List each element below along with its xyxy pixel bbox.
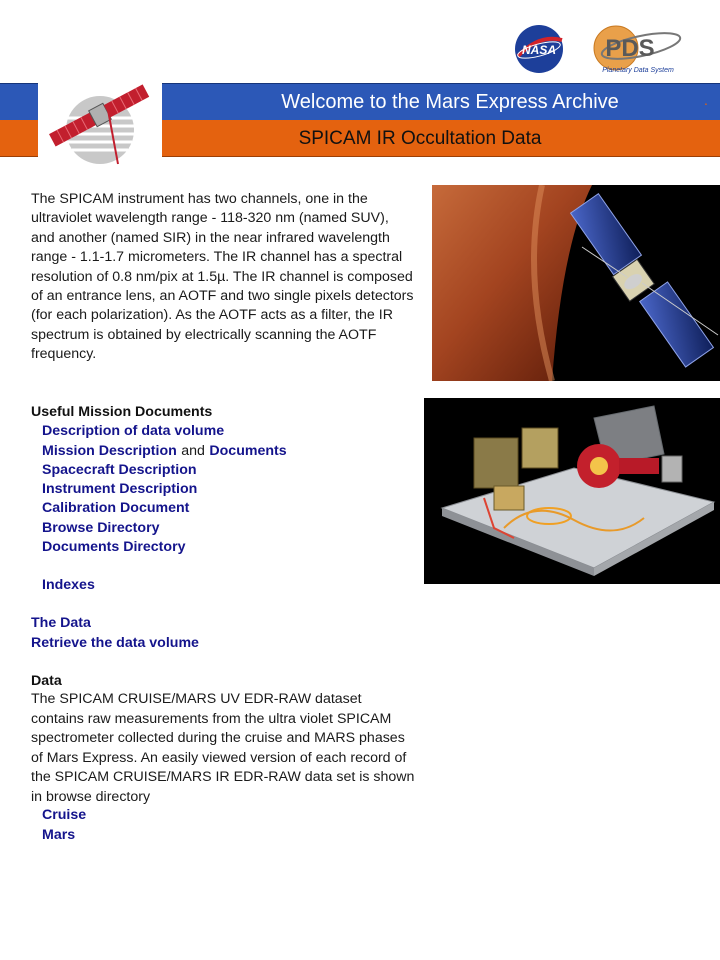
spacecraft-description-link[interactable]: Spacecraft Description [42,462,197,478]
mars-link[interactable]: Mars [42,827,76,843]
documents-directory-link[interactable]: Documents Directory [42,539,186,555]
indexes-link[interactable]: Indexes [42,577,95,593]
pds-logo [586,22,686,80]
mars-express-logo [38,70,164,168]
pds-logo-caption: Planetary Data System [602,67,674,74]
mission-description-link[interactable]: Mission Description [42,443,177,459]
data-paragraph: The SPICAM CRUISE/MARS UV EDR-RAW dataset contains raw measurements from the ultra violet SPICAM spectrometer collected during the cruise and MARS phases of Mars Express. An easily viewed version of each record of the SPICAM CRUISE/MARS IR EDR-RAW data set is shown in browse directory [31,691,415,805]
cruise-link[interactable]: Cruise [42,807,87,823]
nasa-logo [512,22,566,76]
spacecraft-photo [432,185,720,381]
documents-heading: Useful Mission Documents [31,404,213,420]
description-of-data-volume-link[interactable]: Description of data volume [42,423,225,439]
calibration-document-link[interactable]: Calibration Document [42,500,190,516]
the-data-link[interactable]: The Data [31,615,91,631]
instrument-description-link[interactable]: Instrument Description [42,481,198,497]
page-title: Welcome to the Mars Express Archive [281,91,619,113]
and-text: and [181,443,205,459]
header-dot: . [704,92,708,108]
nasa-logo-text: NASA [521,43,557,57]
page-subtitle: SPICAM IR Occultation Data [298,128,542,149]
pds-logo-text: PDS [605,35,655,62]
browse-directory-link[interactable]: Browse Directory [42,520,160,536]
retrieve-data-volume-link[interactable]: Retrieve the data volume [31,635,199,651]
instrument-photo [424,398,720,584]
data-heading: Data [31,673,62,689]
intro-paragraph: The SPICAM instrument has two channels, one in the ultraviolet wavelength range - 118-320 nm (named SUV), and another (named SIR) in the near infrared wavelength range - 1.1-1.7 micrometers. The IR channel has a spectral resolution of 0.8 nm/pix at 1.5µ. The IR channel is composed of an entrance lens, an AOTF and two single pixels detectors (for each polarization). As the AOTF acts as a filter, the IR spectrum is obtained by electrically scanning the AOTF frequency. [31,191,414,363]
documents-link[interactable]: Documents [209,443,287,459]
